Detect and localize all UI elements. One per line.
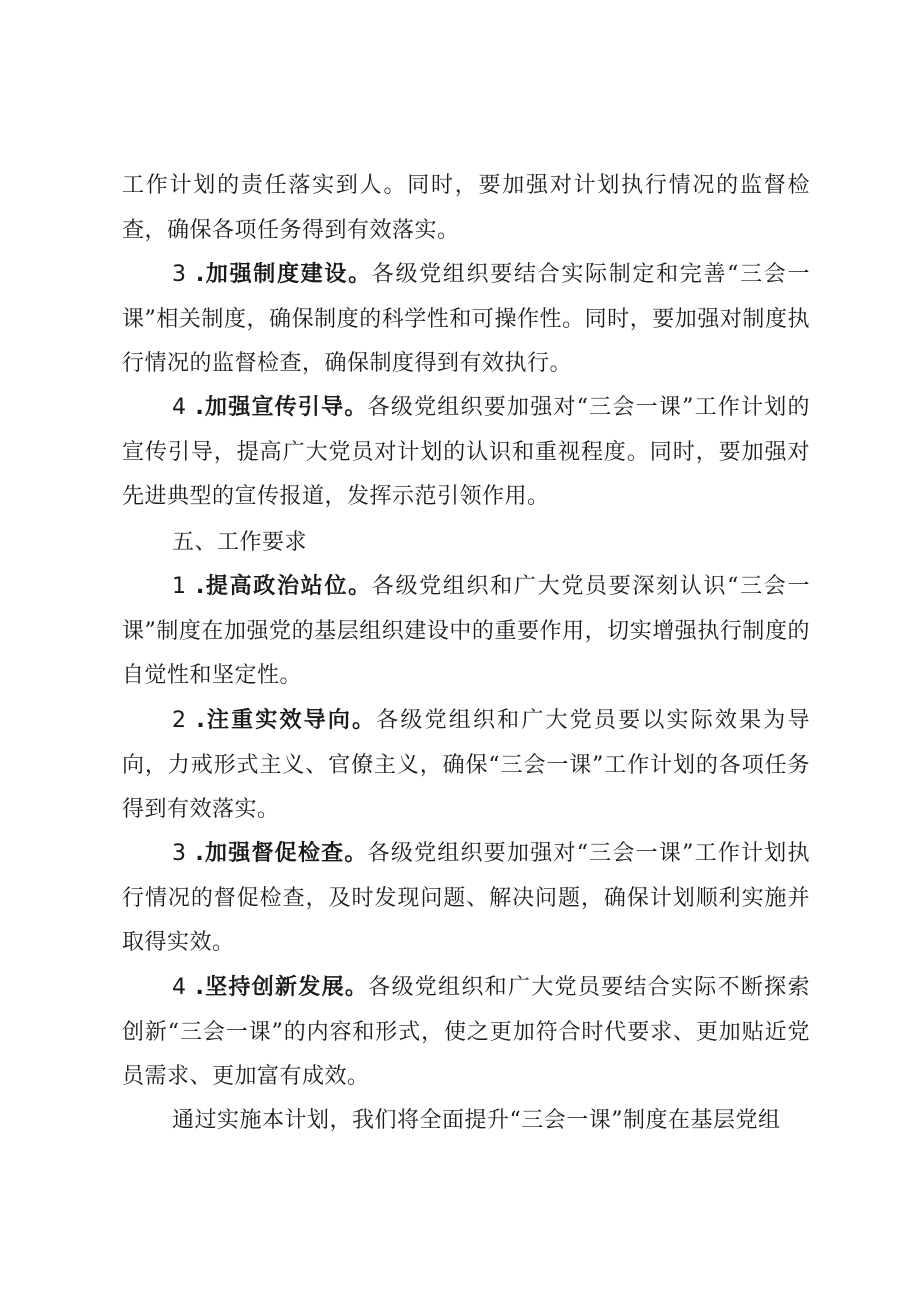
paragraph-conclusion (122, 1099, 810, 1144)
paragraph-text: 各级党组织要加强对“三会一课”工作计划执行情况的督促检查，及时发现问题、解决问题，确保计划顺利实施并取得实效。 (122, 841, 810, 955)
paragraph-innovation (122, 966, 810, 1100)
paragraph-text: 各级党组织和广大党员要以实际效果为导向，力戒形式主义、官僚主义，确保“三会一课”工作计划的各项任务得到有效落实。 (122, 708, 810, 822)
item-number: 2 (172, 708, 187, 733)
section-heading-requirements (122, 521, 810, 566)
paragraph-text: 各级党组织要结合实际制定和完善“三会一课”相关制度，确保制度的科学性和可操作性。同时，要加强对制度执行情况的监督检查，确保制度得到有效执行。 (122, 262, 810, 376)
item-lead: .加强督促检查。 (186, 841, 368, 866)
paragraph-text: 工作计划的责任落实到人。同时，要加强对计划执行情况的监督检查，确保各项任务得到有效落实。 (122, 173, 810, 243)
item-number: 3 (172, 262, 187, 287)
paragraph-strengthen-system (122, 253, 810, 387)
paragraph-supervision (122, 832, 810, 966)
paragraph-text: 各级党组织和广大党员要深刻认识“三会一课”制度在加强党的基层组织建设中的重要作用，切实增强执行制度的自觉性和坚定性。 (122, 574, 810, 688)
item-lead: .加强制度建设。 (186, 262, 372, 287)
section-heading-text: 五、工作要求 (172, 530, 308, 555)
item-number: 1 (172, 574, 187, 599)
paragraph-continuation (122, 164, 810, 253)
item-lead: .坚持创新发展。 (186, 975, 369, 1000)
item-lead: .加强宣传引导。 (186, 395, 368, 420)
paragraph-strengthen-publicity (122, 386, 810, 520)
paragraph-political-stance (122, 565, 810, 699)
item-lead: .注重实效导向。 (186, 708, 377, 733)
item-number: 4 (172, 395, 187, 420)
item-number: 4 (172, 975, 187, 1000)
paragraph-text: 各级党组织要加强对“三会一课”工作计划的宣传引导，提高广大党员对计划的认识和重视程度。同时，要加强对先进典型的宣传报道，发挥示范引领作用。 (122, 395, 810, 509)
paragraph-text: 各级党组织和广大党员要结合实际不断探索创新“三会一课”的内容和形式，使之更加符合时代要求、更加贴近党员需求、更加富有成效。 (122, 975, 810, 1089)
paragraph-text: 通过实施本计划，我们将全面提升“三会一课”制度在基层党组 (172, 1108, 781, 1133)
item-number: 3 (172, 841, 187, 866)
item-lead: .提高政治站位。 (186, 574, 372, 599)
paragraph-effectiveness (122, 699, 810, 833)
